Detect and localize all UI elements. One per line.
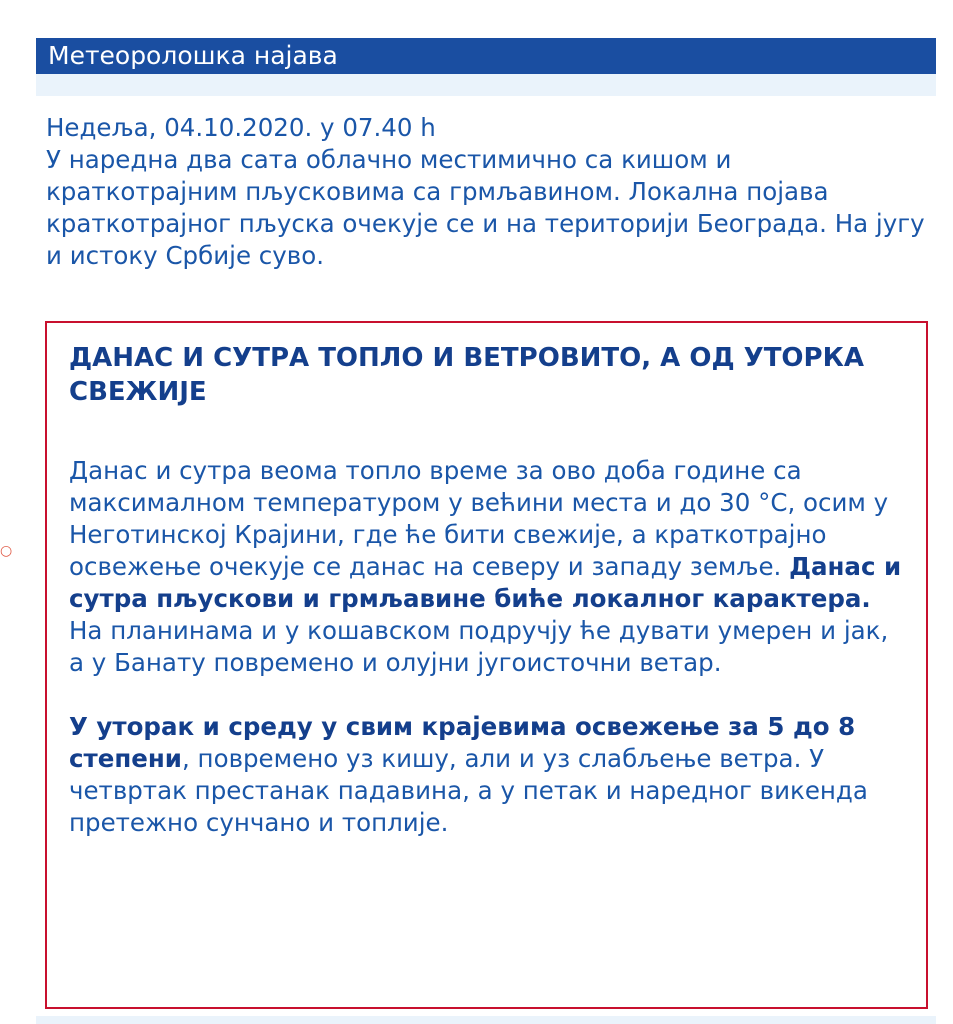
- nowcast-datetime: Недеља, 04.10.2020. у 07.40 h: [46, 113, 436, 142]
- edge-marker-icon: ○: [0, 543, 13, 559]
- alert-p2-text: , повремено уз кишу, али и уз слабљење ветра. У четвртак престанак падавина, а у петак и наредног викенда претежно сунчано и топлије.: [69, 744, 868, 837]
- alert-body: [69, 455, 909, 839]
- alert-p2-bold: У уторак и среду у свим крајевима освежење за 5 до 8 степени: [69, 712, 856, 773]
- forecast-header: [36, 38, 936, 74]
- weather-alert-box: [45, 321, 928, 1009]
- alert-p1-bold: Данас и сутра пљускови и грмљавине биће локалног карактера.: [69, 552, 902, 613]
- alert-paragraph-2: [69, 711, 909, 839]
- footer-band: [36, 1016, 936, 1024]
- nowcast-section: [46, 112, 926, 272]
- alert-p1-text-a: Данас и сутра веома топло време за ово доба године са максималном температуром у већини места и до 30 °C, осим у Неготинској Крајини, где ће бити свежије, а краткотрајно освежење очекује се данас на северу и западу земље.: [69, 456, 889, 581]
- alert-title: ДАНАС И СУТРА ТОПЛО И ВЕТРОВИТО, А ОД УТОРКА СВЕЖИЈЕ: [69, 343, 864, 407]
- alert-paragraph-1: [69, 455, 909, 679]
- header-title: Метеоролошка најава: [48, 41, 338, 70]
- header-underband: [36, 74, 936, 96]
- alert-p1-text-b: На планинама и у кошавском подручју ће дувати умерен и јак, а у Банату повремено и олујни југоисточни ветар.: [69, 616, 889, 677]
- nowcast-text: У наредна два сата облачно местимично са кишом и краткотрајним пљусковима са грмљавином. Локална појава краткотрајног пљуска очекује се и на територији Београда. На југу и истоку Србије суво.: [46, 145, 925, 270]
